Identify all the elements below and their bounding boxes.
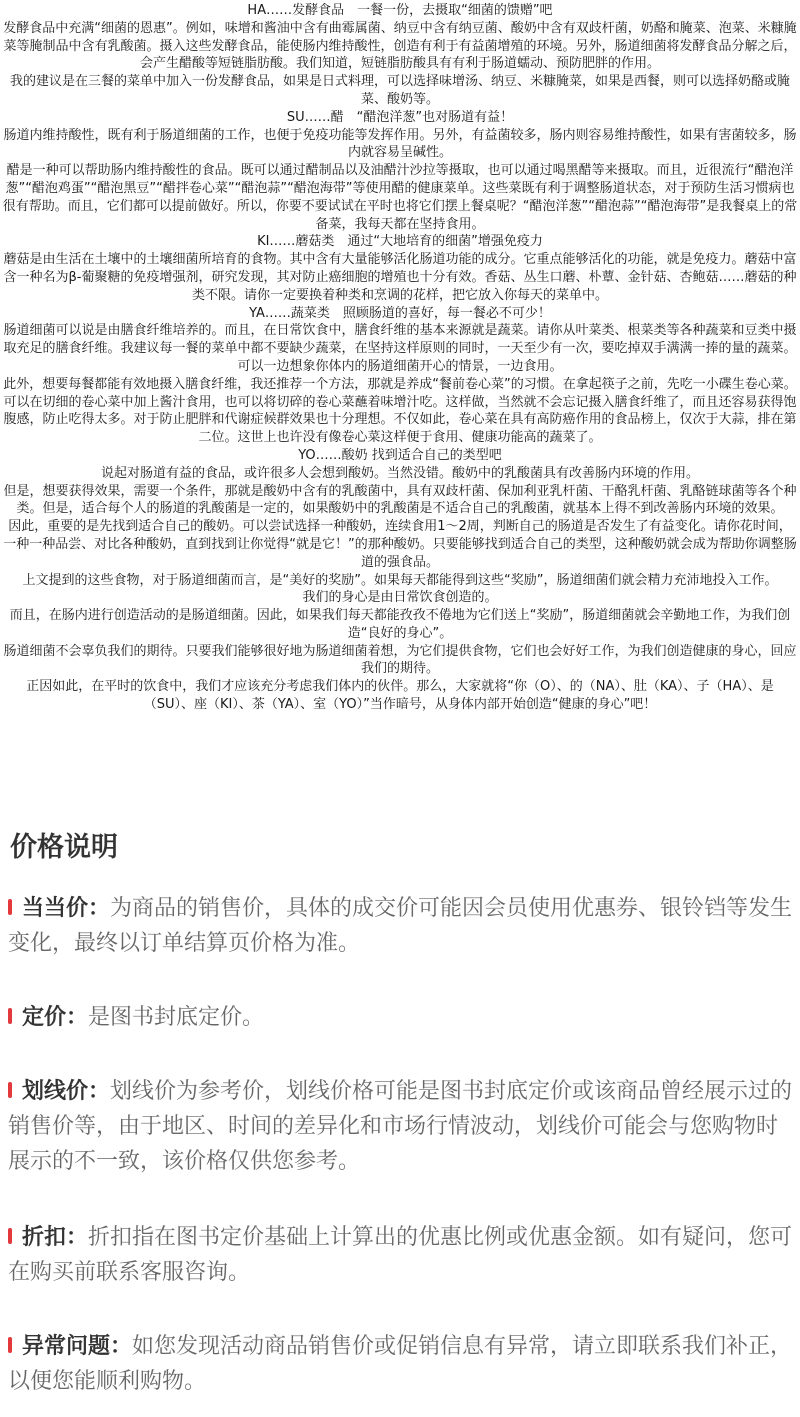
article-paragraph: 正因如此，在平时的饮食中，我们才应该充分考虑我们体内的伙伴。那么，大家就将“你（O）、的（NA）、肚（KA）、子（HA）、是（SU）、座（KI）、茶（YA）、室（YO）”当作暗号，从身体内部开始创造“健康的身心”吧！ [26, 679, 774, 713]
article-paragraph: 我们的身心是由日常饮食创造的。 [302, 590, 498, 606]
article-paragraph: YA……蔬菜类 照顾肠道的喜好，每一餐必不可少！ [249, 305, 551, 321]
price-item-desc: 折扣指在图书定价基础上计算出的优惠比例或优惠金额。如有疑问，您可在购买前联系客服咨询。 [8, 1225, 793, 1285]
article-paragraph: SU……醋 “醋泡洋葱”也对肠道有益！ [286, 109, 514, 125]
article-paragraph: 而且，在肠内进行创造活动的是肠道细菌。因此，如果我们每天都能孜孜不倦地为它们送上“奖励”，肠道细菌就会辛勤地工作，为我们创造“良好的身心”。 [9, 608, 791, 641]
price-item-strikethrough-price [8, 1074, 794, 1179]
price-item-discount [8, 1220, 794, 1290]
article-paragraph: 因此，重要的是先找到适合自己的酸奶。可以尝试选择一种酸奶，连续食用1～2周，判断自己的肠道是否发生了有益变化。请你花时间，一种一种品尝、对比各种酸奶，直到找到让你觉得“就是它！”的那种酸奶。只要能够找到适合自己的类型，这种酸奶就会成为帮助你调整肠道的强食品。 [3, 519, 797, 570]
price-item-term: 折扣： [22, 1225, 89, 1250]
article-paragraph: 说起对肠道有益的食品，或许很多人会想到酸奶。当然没错。酸奶中的乳酸菌具有改善肠内环境的作用。 [100, 465, 699, 481]
article-paragraph: KI……蘑菇类 通过“大地培育的细菌”增强免疫力 [257, 234, 543, 250]
price-item-desc: 是图书封底定价。 [88, 1005, 265, 1030]
price-item-dangdang-price [8, 891, 794, 961]
article-paragraph: 蘑菇是由生活在土壤中的土壤细菌所培育的食物。其中含有大量能够活化肠道功能的成分。它重点能够活化的功能，就是免疫力。蘑菇中富含一种名为β-葡聚糖的免疫增强剂，研究发现，其对防止癌细胞的增殖也十分有效。香菇、丛生口蘑、朴蕈、金针菇、杏鲍菇……蘑菇的种类不限。请你一定要换着种类和烹调的花样，把它放入你每天的菜单中。 [3, 252, 797, 303]
price-item-term: 划线价： [22, 1079, 111, 1104]
price-item-desc: 为商品的销售价，具体的成交价可能因会员使用优惠券、银铃铛等发生变化，最终以订单结算页价格为准。 [8, 896, 793, 956]
red-bar-marker [8, 1082, 12, 1098]
red-bar-marker [8, 1008, 12, 1024]
article-paragraph: 我的建议是在三餐的菜单中加入一份发酵食品，如果是日式料理，可以选择味增汤、纳豆、米糠腌菜，如果是西餐，则可以选择奶酪或腌菜、酸奶等。 [9, 74, 790, 107]
article-paragraph: 发酵食品中充满“细菌的恩惠”。例如，味增和酱油中含有曲霉属菌、纳豆中含有纳豆菌、酸奶中含有双歧杆菌，奶酪和腌菜、泡菜、米糠腌菜等腌制品中含有乳酸菌。摄入这些发酵食品，能使肠内维持酸性，创造有利于有益菌增殖的环境。另外，肠道细菌将发酵食品分解之后，会产生醋酸等短链脂肪酸。我们知道，短链脂肪酸具有有利于肠道蠕动、预防肥胖的作用。 [3, 20, 797, 72]
article-paragraph: 肠道内维持酸性，既有利于肠道细菌的工作，也便于免疫功能等发挥作用。另外，有益菌较多，肠内则容易维持酸性，如果有害菌较多，肠内就容易呈碱性。 [3, 127, 797, 161]
article-paragraph: 醋是一种可以帮助肠内维持酸性的食品。既可以通过醋制品以及油醋汁沙拉等摄取，也可以通过喝黑醋等来摄取。而且，近很流行“醋泡洋葱”“醋泡鸡蛋”“醋泡黑豆”“醋拌卷心菜”“醋泡蒜”“醋泡海带”等使用醋的健康菜单。这些菜既有利于调整肠道状态，对于预防生活习惯病也很有帮助。而且，它们都可以提前做好。所以，你要不要试试在平时也将它们摆上餐桌呢？“醋泡洋葱”“醋泡蒜”“醋泡海带”是我餐桌上的常备菜，我每天都在坚持食用。 [2, 163, 798, 232]
article-paragraph: 肠道细菌不会辜负我们的期待。只要我们能够很好地为肠道细菌着想，为它们提供食物，它们也会好好工作，为我们创造健康的身心，回应我们的期待。 [3, 643, 797, 677]
price-explanation-section [0, 828, 800, 1394]
price-item-abnormal-issue [8, 1329, 794, 1399]
article-paragraph: 此外，想要每餐都能有效地摄入膳食纤维，我还推荐一个方法，那就是养成“餐前卷心菜”的习惯。在拿起筷子之前，先吃一小碟生卷心菜。可以在切细的卷心菜中加上酱汁食用，也可以将切碎的卷心菜蘸着味增汁吃。这样做，当然就不会忘记摄入膳食纤维了，而且还容易获得饱腹感，防止吃得太多。对于防止肥胖和代谢症候群效果也十分理想。不仅如此，卷心菜在具有高防癌作用的食品榜上，仅次于大蒜，排在第二位。这世上也许没有像卷心菜这样便于食用、健康功能高的蔬菜了。 [3, 376, 797, 446]
price-item-desc: 如您发现活动商品销售价或促销信息有异常，请立即联系我们补正，以便您能顺利购物。 [8, 1334, 793, 1394]
price-item-list-price [8, 1000, 794, 1035]
red-bar-marker [8, 899, 12, 915]
article-paragraph: HA……发酵食品 一餐一份，去摄取“细菌的馈赠”吧 [247, 3, 553, 18]
article-paragraph: 但是，想要获得效果，需要一个条件，那就是酸奶中含有的乳酸菌中，具有双歧杆菌、保加利亚乳杆菌、干酪乳杆菌、乳酪链球菌等各个种类。但是，适合每个人的肠道的乳酸菌是一定的，如果酸奶中的乳酸菌是不适合自己的乳酸菌，就基本上得不到改善肠内环境的效果。 [3, 483, 797, 517]
red-bar-marker [8, 1337, 12, 1353]
red-bar-marker [8, 1228, 12, 1244]
article-paragraph: YO……酸奶 找到适合自己的类型吧 [298, 447, 502, 463]
price-item-term: 定价： [22, 1005, 89, 1030]
price-item-term: 当当价： [22, 896, 111, 921]
price-section-title: 价格说明 [10, 832, 118, 863]
article-paragraph: 上文提到的这些食物，对于肠道细菌而言，是“美好的奖励”。如果每天都能得到这些“奖励”，肠道细菌们就会精力充沛地投入工作。 [22, 572, 778, 588]
price-item-term: 异常问题： [22, 1334, 133, 1359]
price-item-desc: 划线价为参考价，划线价格可能是图书封底定价或该商品曾经展示过的销售价等，由于地区、时间的差异化和市场行情波动，划线价可能会与您购物时展示的不一致，该价格仅供您参考。 [8, 1079, 793, 1174]
article-paragraph: 肠道细菌可以说是由膳食纤维培养的。而且，在日常饮食中，膳食纤维的基本来源就是蔬菜。请你从叶菜类、根菜类等各种蔬菜和豆类中摄取充足的膳食纤维。我建议每一餐的菜单中都不要缺少蔬菜，在坚持这样原则的同时，一天至少有一次，要吃掉双手满满一捧的量的蔬菜。可以一边想象你体内的肠道细菌开心的情景，一边食用。 [3, 323, 797, 374]
